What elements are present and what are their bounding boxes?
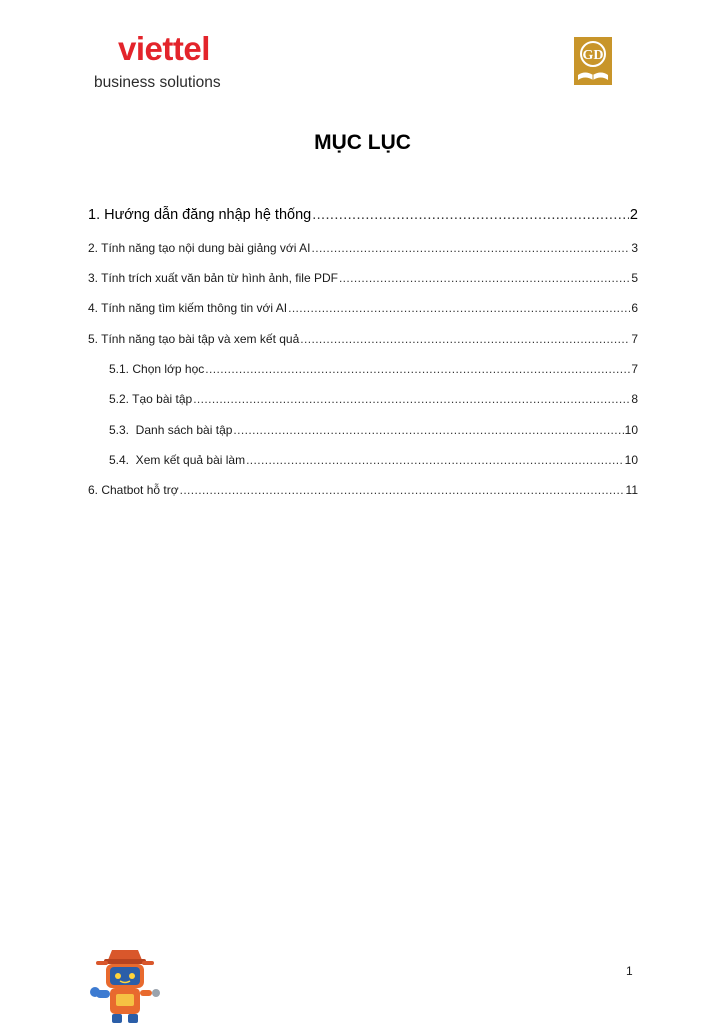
toc-entry-label: 3. Tính trích xuất văn bản từ hình ảnh, file PDF [88,271,338,285]
toc-entry-label: 4. Tính năng tìm kiếm thông tin với AI [88,301,288,315]
toc-entry[interactable] [88,207,638,223]
toc-leader [311,240,630,256]
toc-entry-page: 2 [629,207,638,223]
toc-entry-page: 10 [624,453,638,467]
toc-entry-page: 7 [631,362,638,376]
viettel-logo [94,30,254,94]
toc-leader [339,270,630,286]
toc-leader [300,331,630,347]
gd-education-logo-icon [574,37,612,85]
toc-entry-label: 1. Hướng dẫn đăng nhập hệ thống [88,207,312,223]
toc-entry-page: 3 [631,241,638,255]
toc-entry-page: 11 [625,483,638,497]
toc-entry-label: 6. Chatbot hỗ trợ [88,483,179,497]
toc-entry[interactable] [88,482,638,498]
toc-entry[interactable] [88,270,638,286]
toc-entry[interactable] [88,331,638,347]
viettel-brand-text: viettel [118,30,210,67]
page-number: 1 [626,964,633,978]
toc-entry-page: 6 [631,301,638,315]
toc-leader [288,300,630,316]
toc-entry[interactable] [109,391,638,407]
robot-mascot-icon [86,946,164,1024]
toc-entry[interactable] [109,361,638,377]
toc-leader [312,207,629,223]
toc-entry[interactable] [88,240,638,256]
toc-entry-page: 7 [631,332,638,346]
toc-entry-label: 5.3. Danh sách bài tập [109,423,233,437]
toc-leader [205,361,630,377]
toc-entry-page: 8 [631,392,638,406]
toc-entry-label: 5.4. Xem kết quả bài làm [109,453,246,467]
toc-entry-label: 5.1. Chọn lớp học [109,362,205,376]
toc-leader [193,391,630,407]
toc-leader [246,452,624,468]
toc-entry-label: 5. Tính năng tạo bài tập và xem kết quả [88,332,300,346]
svg-text:GD: GD [582,48,604,63]
page-title: MỤC LỤC [314,131,411,154]
toc-entry-page: 5 [631,271,638,285]
toc-entry-label: 2. Tính năng tạo nội dung bài giảng với AI [88,241,311,255]
toc-entry-label: 5.2. Tạo bài tập [109,392,193,406]
toc-entry[interactable] [109,422,638,438]
toc-entry[interactable] [109,452,638,468]
toc-leader [233,422,623,438]
toc-entry-page: 10 [624,423,638,437]
toc-leader [180,482,625,498]
toc-entry[interactable] [88,300,638,316]
viettel-tagline: business solutions [94,74,221,91]
